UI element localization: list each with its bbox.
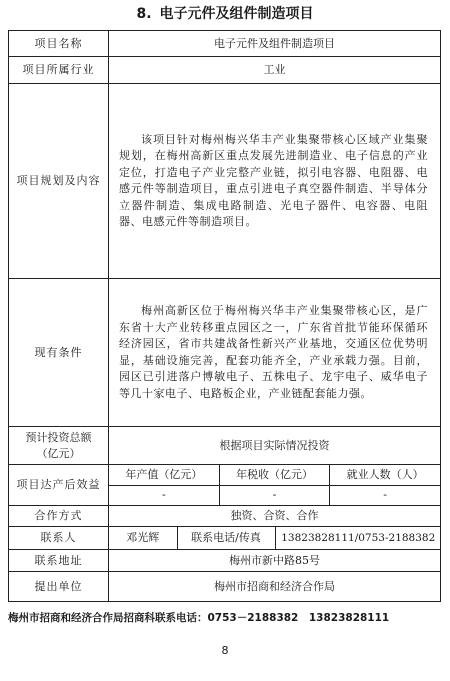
annual-tax-value: - [219, 485, 329, 505]
cooperation-value: 独资、合资、合作 [109, 506, 441, 527]
investment-label [9, 427, 109, 465]
industry-value: 工业 [109, 57, 441, 84]
page-number: 8 [221, 644, 229, 657]
cooperation-label: 合作方式 [9, 506, 109, 527]
investment-label-line2: （亿元） [36, 446, 81, 460]
row-cooperation [9, 506, 441, 527]
employment-value: - [330, 485, 440, 505]
contact-subtable [109, 527, 441, 549]
contact-label: 联系人 [9, 527, 109, 550]
section-title-text: 电子元件及组件制造项目 [159, 6, 314, 22]
phone-label: 联系电话/传真 [177, 527, 275, 549]
row-project-name [9, 31, 441, 57]
project-info-table [8, 30, 441, 602]
row-plan [9, 84, 441, 279]
annual-output-header: 年产值（亿元） [125, 467, 203, 481]
submitter-value: 梅州市招商和经济合作局 [109, 572, 441, 602]
plan-text: 该项目针对梅州梅兴华丰产业集聚带核心区域产业集聚规划，在梅州高新区重点发展先进制造业、电子信息的产业定位，打造电子产业完整产业链，拟引电容器、电阻器、电感元件等制造项目，重点引进电子真空器件制造、半导体分立器件制造、集成电路制造、光电子器件、电容器、电阻器、电感元件等制造项目。 [119, 132, 428, 228]
submitter-label: 提出单位 [9, 572, 109, 602]
footer-contact-note: 梅州市招商和经济合作局招商科联系电话：0753－2188382 13823828111 [8, 612, 390, 624]
annual-output-value: - [109, 485, 219, 505]
project-name-value: 电子元件及组件制造项目 [109, 31, 441, 57]
conditions-text: 梅州高新区位于梅州梅兴华丰产业集聚带核心区，是广东省十大产业转移重点园区之一，广东省首批节能环保循环经济园区，省市共建战备性新兴产业基地，交通区位优势明显，基础设施完善，配套功能齐全，产业承载力强。目前，园区已引进落户博敏电子、五株电子、龙宇电子、威华电子等几十家电子、电路板企业，产业链配套能力强。 [119, 304, 428, 400]
row-submitter [9, 572, 441, 602]
annual-tax-header: 年税收（亿元） [219, 465, 329, 485]
contact-name: 邓光辉 [126, 531, 160, 544]
industry-label: 项目所属行业 [9, 57, 109, 84]
investment-value: 根据项目实际情况投资 [109, 427, 441, 465]
address-value: 梅州市新中路85号 [109, 550, 441, 572]
row-conditions [9, 279, 441, 427]
row-industry [9, 57, 441, 84]
row-investment [9, 427, 441, 465]
section-title [0, 4, 450, 24]
row-benefits [9, 465, 441, 506]
conditions-label: 现有条件 [9, 279, 109, 427]
row-contact [9, 527, 441, 550]
plan-label: 项目规划及内容 [9, 84, 109, 279]
employment-header: 就业人数（人） [330, 465, 440, 485]
address-label: 联系地址 [9, 550, 109, 572]
benefits-subtable [109, 465, 440, 505]
investment-label-line1: 预计投资总额 [25, 430, 92, 444]
section-number: 8. [136, 6, 152, 22]
benefits-label: 项目达产后效益 [9, 465, 109, 506]
phone-value: 13823828111/0753-2188382 [275, 527, 441, 549]
row-address [9, 550, 441, 572]
project-name-label: 项目名称 [9, 31, 109, 57]
